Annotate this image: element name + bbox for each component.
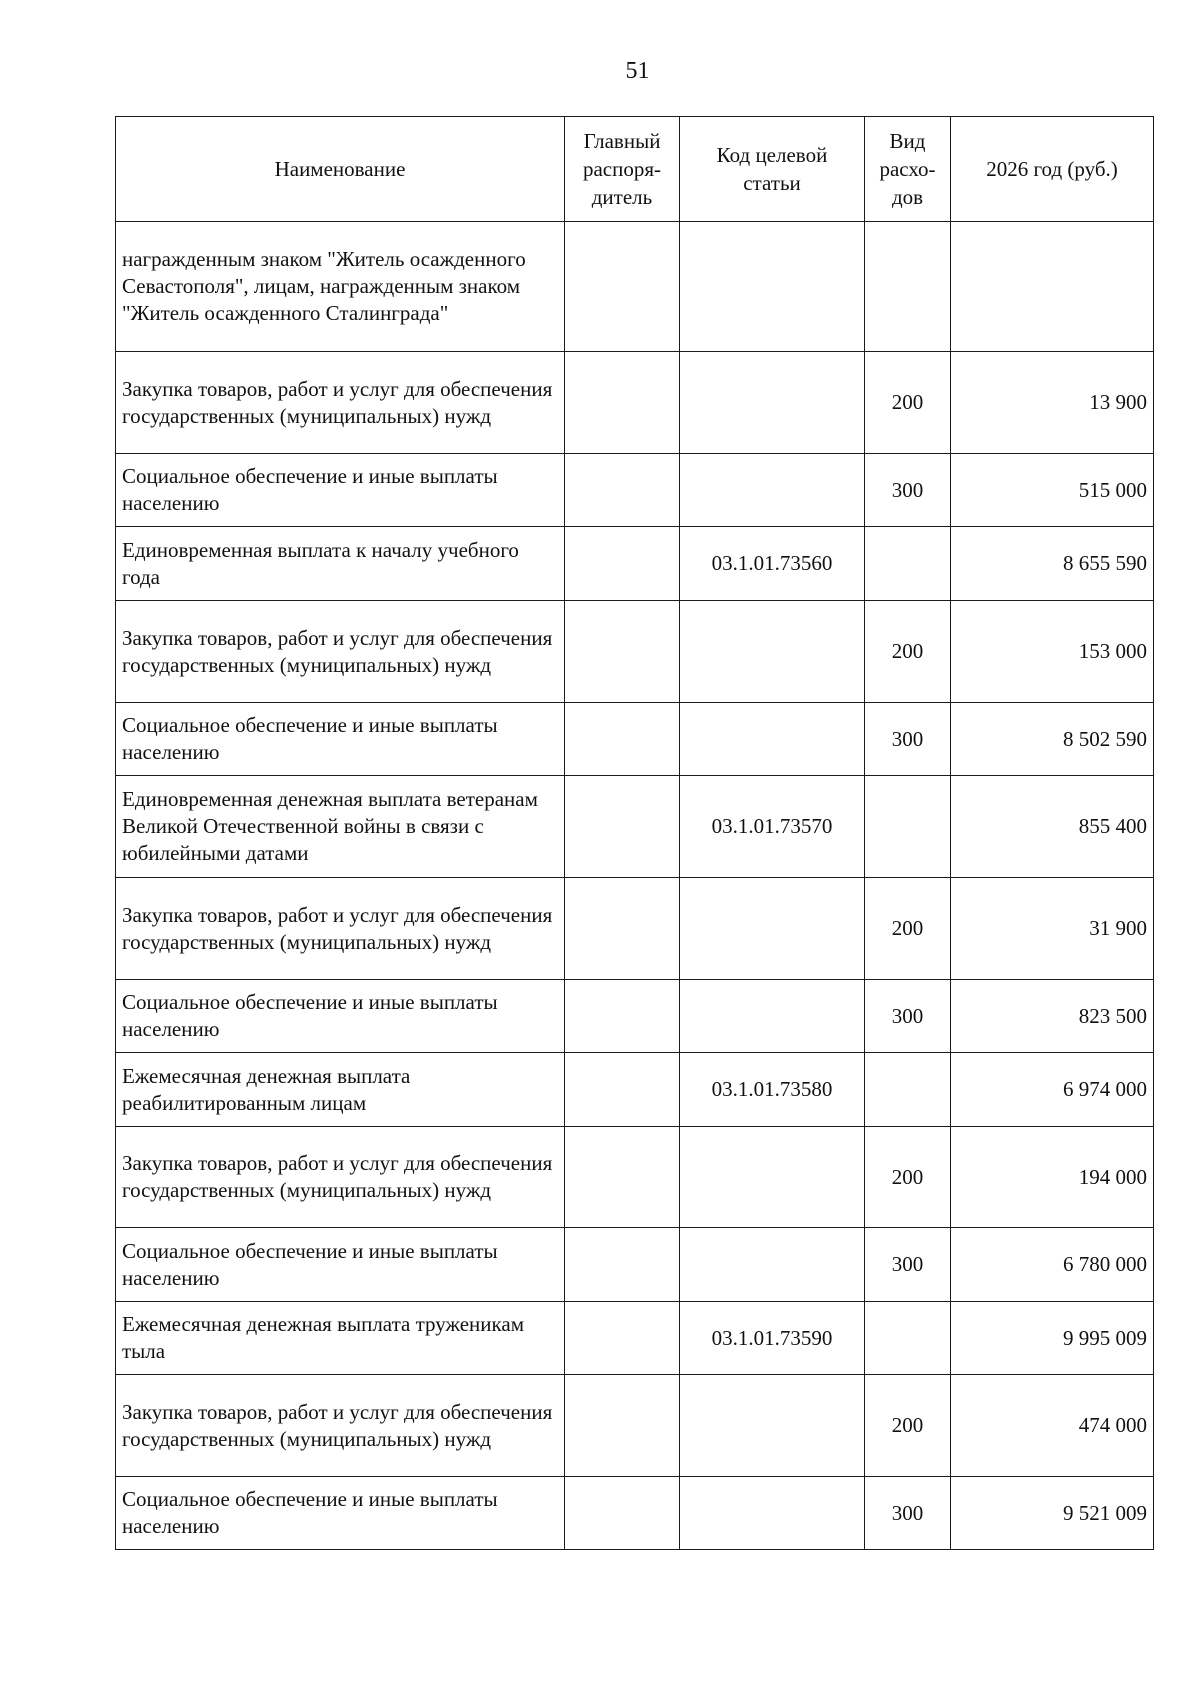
header-name: Наименование [116,117,565,222]
table-row [116,878,1154,980]
row-name: Социальное обеспечение и иные выплаты населению [116,703,565,776]
row-name: Закупка товаров, работ и услуг для обеспечения государственных (муниципальных) нужд [116,878,565,980]
row-type: 200 [865,601,951,703]
table-row [116,1375,1154,1477]
row-name: Закупка товаров, работ и услуг для обеспечения государственных (муниципальных) нужд [116,601,565,703]
table-row [116,352,1154,454]
header-year: 2026 год (руб.) [951,117,1154,222]
table-row [116,1477,1154,1550]
row-type: 300 [865,980,951,1053]
row-amount: 823 500 [951,980,1154,1053]
row-type: 200 [865,878,951,980]
row-type [865,527,951,601]
row-name: Закупка товаров, работ и услуг для обеспечения государственных (муниципальных) нужд [116,352,565,454]
row-code [680,980,865,1053]
row-type [865,776,951,878]
row-name: Ежемесячная денежная выплата реабилитированным лицам [116,1053,565,1127]
table-row [116,1228,1154,1302]
row-type [865,1302,951,1375]
row-manager [565,703,680,776]
row-code [680,1477,865,1550]
row-manager [565,980,680,1053]
row-name: награжденным знаком "Житель осажденного Севастополя", лицам, награжденным знаком "Житель осажденного Сталинграда" [116,222,565,352]
table-row [116,454,1154,527]
table-row [116,1053,1154,1127]
row-code: 03.1.01.73590 [680,1302,865,1375]
row-manager [565,454,680,527]
row-manager [565,878,680,980]
row-manager [565,1477,680,1550]
row-manager [565,601,680,703]
row-amount: 194 000 [951,1127,1154,1228]
row-code [680,601,865,703]
row-type: 300 [865,703,951,776]
page-number: 51 [625,58,650,84]
row-amount: 515 000 [951,454,1154,527]
table-row [116,980,1154,1053]
table-row [116,527,1154,601]
row-type: 200 [865,352,951,454]
row-code [680,1127,865,1228]
row-manager [565,1053,680,1127]
row-name: Закупка товаров, работ и услуг для обеспечения государственных (муниципальных) нужд [116,1127,565,1228]
row-amount: 8 502 590 [951,703,1154,776]
row-amount: 9 995 009 [951,1302,1154,1375]
row-name: Социальное обеспечение и иные выплаты населению [116,1477,565,1550]
row-type: 200 [865,1127,951,1228]
row-name: Социальное обеспечение и иные выплаты населению [116,1228,565,1302]
row-name: Ежемесячная денежная выплата труженикам тыла [116,1302,565,1375]
row-code [680,703,865,776]
row-manager [565,527,680,601]
row-amount: 855 400 [951,776,1154,878]
budget-table [115,116,1154,1550]
header-expense-type: Вид расхо-дов [865,117,951,222]
row-amount: 31 900 [951,878,1154,980]
table-header-row [116,117,1154,222]
row-code [680,1375,865,1477]
row-name: Единовременная денежная выплата ветеранам Великой Отечественной войны в связи с юбилейными датами [116,776,565,878]
row-manager [565,1127,680,1228]
row-code [680,222,865,352]
row-type: 300 [865,1477,951,1550]
table-row [116,601,1154,703]
row-type [865,1053,951,1127]
row-amount: 13 900 [951,352,1154,454]
row-name: Социальное обеспечение и иные выплаты населению [116,980,565,1053]
row-amount: 8 655 590 [951,527,1154,601]
row-code: 03.1.01.73560 [680,527,865,601]
table-row [116,1127,1154,1228]
row-code [680,352,865,454]
row-manager [565,222,680,352]
row-code: 03.1.01.73570 [680,776,865,878]
row-amount [951,222,1154,352]
row-type: 300 [865,454,951,527]
row-type: 300 [865,1228,951,1302]
row-manager [565,1228,680,1302]
row-amount: 474 000 [951,1375,1154,1477]
row-type: 200 [865,1375,951,1477]
row-code: 03.1.01.73580 [680,1053,865,1127]
row-manager [565,1302,680,1375]
row-name: Единовременная выплата к началу учебного года [116,527,565,601]
table-row [116,1302,1154,1375]
row-code [680,454,865,527]
row-code [680,1228,865,1302]
row-amount: 6 974 000 [951,1053,1154,1127]
row-name: Социальное обеспечение и иные выплаты населению [116,454,565,527]
row-amount: 153 000 [951,601,1154,703]
row-code [680,878,865,980]
table-row [116,222,1154,352]
table-row [116,703,1154,776]
row-manager [565,1375,680,1477]
row-amount: 6 780 000 [951,1228,1154,1302]
table-row [116,776,1154,878]
row-type [865,222,951,352]
header-main-manager: Главный распоря-дитель [565,117,680,222]
header-target-code: Код целевой статьи [680,117,865,222]
row-amount: 9 521 009 [951,1477,1154,1550]
row-manager [565,776,680,878]
row-manager [565,352,680,454]
row-name: Закупка товаров, работ и услуг для обеспечения государственных (муниципальных) нужд [116,1375,565,1477]
